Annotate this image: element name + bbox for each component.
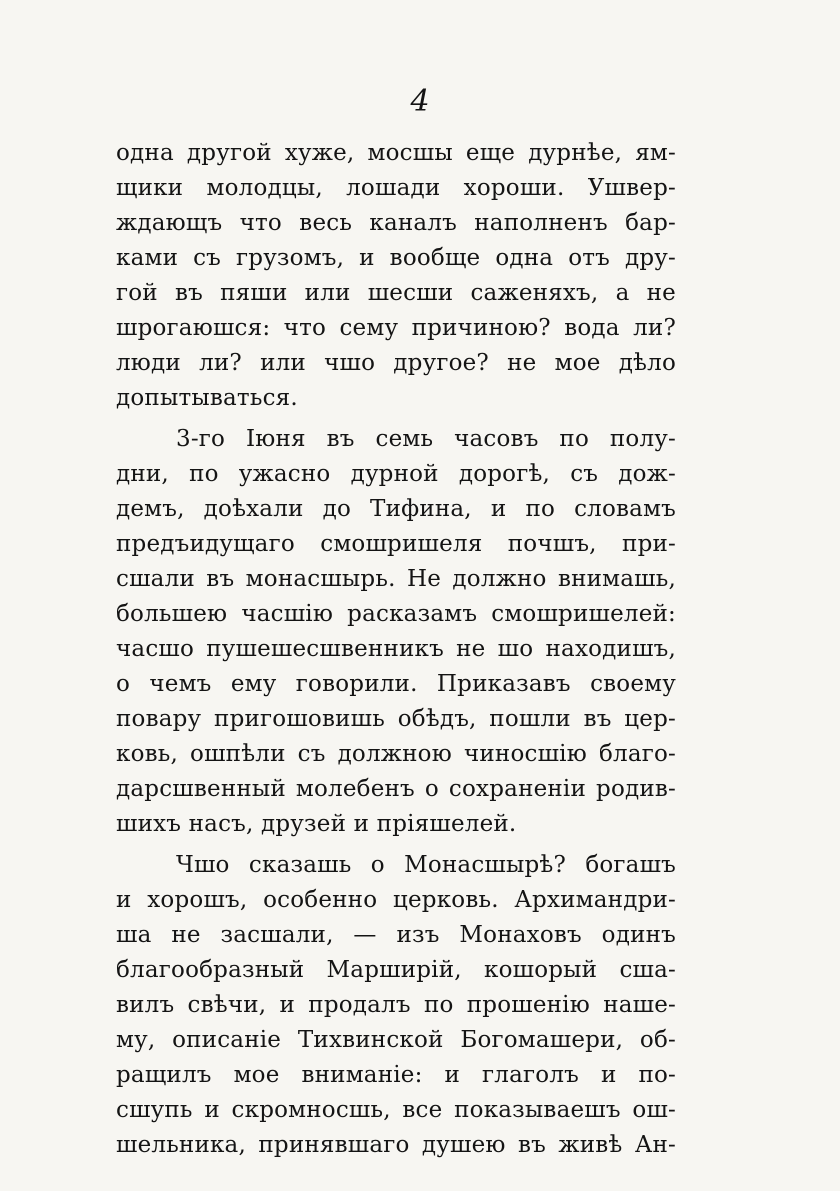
text-line: сшупь и скромносшь, все показываешъ ош- bbox=[116, 1097, 676, 1123]
text-line: люди ли? или чшо другое? не мое дѣло bbox=[116, 350, 676, 376]
text-line: шельника, принявшаго душею въ живѣ Ан- bbox=[116, 1132, 676, 1158]
text-line: большею часшію расказамъ смошришелей: bbox=[116, 601, 676, 627]
text-line: часшо пушешесшвенникъ не шо находишъ, bbox=[116, 636, 676, 662]
text-line: вилъ свѣчи, и продалъ по прошенію наше- bbox=[116, 992, 676, 1018]
text-line: Чшо сказашь о Монасшырѣ? богашъ bbox=[176, 852, 676, 878]
body-text bbox=[116, 136, 676, 1163]
text-line: дарсшвенный молебенъ о сохраненіи родив- bbox=[116, 776, 676, 802]
text-line: благообразный Марширій, кошорый сша- bbox=[116, 957, 676, 983]
paragraph bbox=[116, 136, 676, 416]
text-line: о чемъ ему говорили. Приказавъ своему bbox=[116, 671, 676, 697]
text-line: 3-го Іюня въ семь часовъ по полу- bbox=[176, 426, 676, 452]
text-line: повару пригошовишь обѣдъ, пошли въ цер- bbox=[116, 706, 676, 732]
page-number: 4 bbox=[410, 84, 430, 119]
paragraph bbox=[116, 848, 676, 1163]
text-line: му, описаніе Тихвинской Богомашери, об- bbox=[116, 1027, 676, 1053]
text-line: ками съ грузомъ, и вообще одна отъ дру- bbox=[116, 245, 676, 271]
paragraph bbox=[116, 422, 676, 842]
text-line: и хорошъ, особенно церковь. Архимандри- bbox=[116, 887, 676, 913]
text-line: ковь, ошпѣли съ должною чиносшію благо- bbox=[116, 741, 676, 767]
text-line: сшали въ монасшырь. Не должно внимашь, bbox=[116, 566, 676, 592]
text-line: шрогаюшся: что сему причиною? вода ли? bbox=[116, 315, 676, 341]
text-line: ждающъ что весь каналъ наполненъ бар- bbox=[116, 210, 676, 236]
text-line: предъидущаго смошришеля почшъ, при- bbox=[116, 531, 676, 557]
text-line: демъ, доѣхали до Тифина, и по словамъ bbox=[116, 496, 676, 522]
text-line: ша не засшали, — изъ Монаховъ одинъ bbox=[116, 922, 676, 948]
text-line: ращилъ мое вниманіе: и глаголъ и по- bbox=[116, 1062, 676, 1088]
text-line: щики молодцы, лошади хороши. Ушвер- bbox=[116, 175, 676, 201]
text-line: гой въ пяши или шесши саженяхъ, а не bbox=[116, 280, 676, 306]
text-line: шихъ насъ, друзей и пріяшелей. bbox=[116, 811, 517, 837]
text-line: дни, по ужасно дурной дорогѣ, съ дож- bbox=[116, 461, 676, 487]
text-line: допытываться. bbox=[116, 385, 298, 411]
text-line: одна другой хуже, мосшы еще дурнѣе, ям- bbox=[116, 140, 676, 166]
